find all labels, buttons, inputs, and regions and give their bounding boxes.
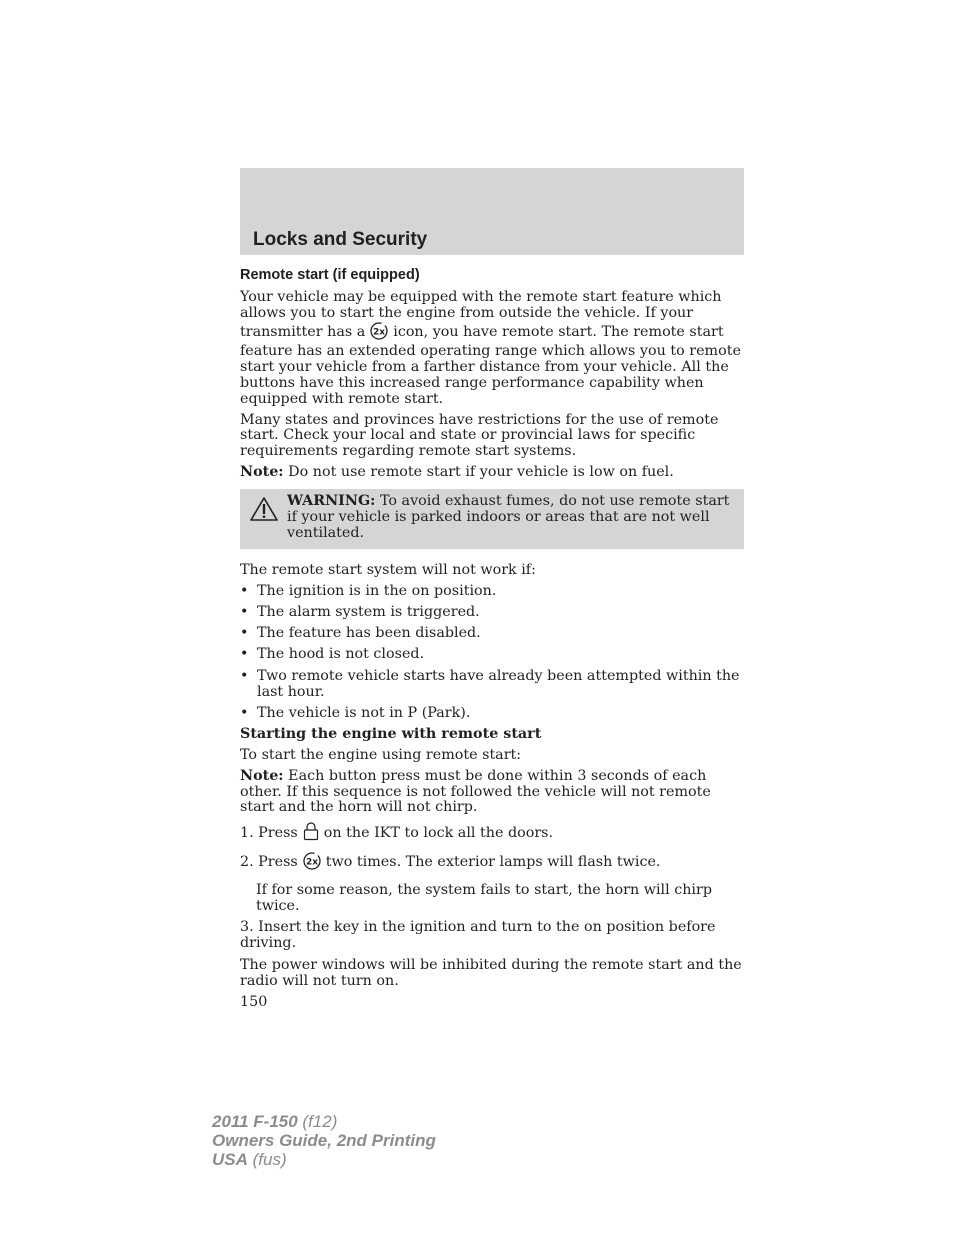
note-text: Each button press must be done within 3 seconds of each other. If this sequence is not followed the vehicle will not remote start and the horn will not chirp.: [240, 767, 711, 816]
step-1-prefix: 1. Press: [240, 825, 298, 842]
failure-note: If for some reason, the system fails to start, the horn will chirp twice.: [256, 881, 712, 914]
windows-paragraph: The power windows will be inhibited during the remote start and the radio will not turn on.: [240, 956, 742, 989]
conditions-intro: The remote start system will not work if:: [240, 561, 536, 578]
section-title: Remote start (if equipped): [240, 267, 420, 283]
note-label: Note:: [240, 463, 284, 480]
page-number: 150: [240, 993, 268, 1010]
footer-model: 2011 F-150: [212, 1112, 298, 1131]
intro-text-1: Your vehicle may be equipped with the remote start feature which allows you to start the engine from outside the vehicle. If your transmitter has a: [240, 289, 722, 340]
starting-heading: Starting the engine with remote start: [240, 726, 542, 743]
step-1-suffix: on the IKT to lock all the doors.: [323, 825, 554, 842]
step-3: 3. Insert the key in the ignition and turn to the on position before driving.: [240, 919, 716, 952]
restrictions-paragraph: Many states and provinces have restrictions for the use of remote start. Check your local and state or provincial laws for specific requirements regarding remote start systems.: [240, 411, 719, 460]
lock-icon: [302, 821, 320, 846]
footer-region: USA: [212, 1150, 248, 1169]
conditions-list: [240, 584, 744, 722]
footer-line-2: Owners Guide, 2nd Printing: [212, 1131, 436, 1150]
svg-text:2x: 2x: [305, 857, 318, 868]
note-label: Note:: [240, 767, 284, 784]
remote-start-2x-icon: [369, 322, 389, 345]
page-content: [240, 266, 744, 1010]
footer-publication-info: [212, 1112, 436, 1169]
list-item: • The feature has been disabled.: [240, 626, 744, 642]
step-2-prefix: 2. Press: [240, 853, 298, 870]
warning-triangle-icon: [249, 496, 279, 527]
section-header-band: [240, 168, 744, 255]
intro-text-2: icon, you have remote start. The remote start feature has an extended operating range which allows you to remote start your vehicle from a farther distance from your vehicle. All the buttons have this increased range performance capability when equipped with remote start.: [240, 323, 741, 407]
footer-model-code: (f12): [297, 1112, 338, 1131]
list-item: • The alarm system is triggered.: [240, 605, 744, 621]
intro-paragraph: [240, 290, 744, 408]
step-2-suffix: two times. The exterior lamps will flash twice.: [325, 853, 661, 870]
list-item: • The vehicle is not in P (Park).: [240, 706, 744, 722]
list-item: • Two remote vehicle starts have already been attempted within the last hour.: [240, 669, 744, 701]
chapter-title: Locks and Security: [253, 229, 428, 250]
svg-text:2x: 2x: [373, 327, 386, 338]
warning-text: [247, 493, 736, 541]
warning-box: [240, 489, 744, 549]
note-text: Do not use remote start if your vehicle is low on fuel.: [283, 463, 674, 480]
warning-body: To avoid exhaust fumes, do not use remote start if your vehicle is parked indoors or areas that are not well ventilated.: [287, 492, 730, 541]
footer-region-code: (fus): [247, 1150, 287, 1169]
remote-start-2x-icon: [302, 852, 322, 875]
list-item: • The ignition is in the on position.: [240, 584, 744, 600]
fuel-note: [240, 465, 744, 481]
step-1: [240, 821, 744, 846]
footer-line-3: [212, 1150, 436, 1169]
warning-label: WARNING:: [287, 492, 376, 509]
footer-line-1: [212, 1112, 436, 1131]
list-item: • The hood is not closed.: [240, 647, 744, 663]
starting-intro: To start the engine using remote start:: [240, 746, 522, 763]
starting-note: [240, 769, 744, 816]
step-2: [240, 852, 744, 875]
